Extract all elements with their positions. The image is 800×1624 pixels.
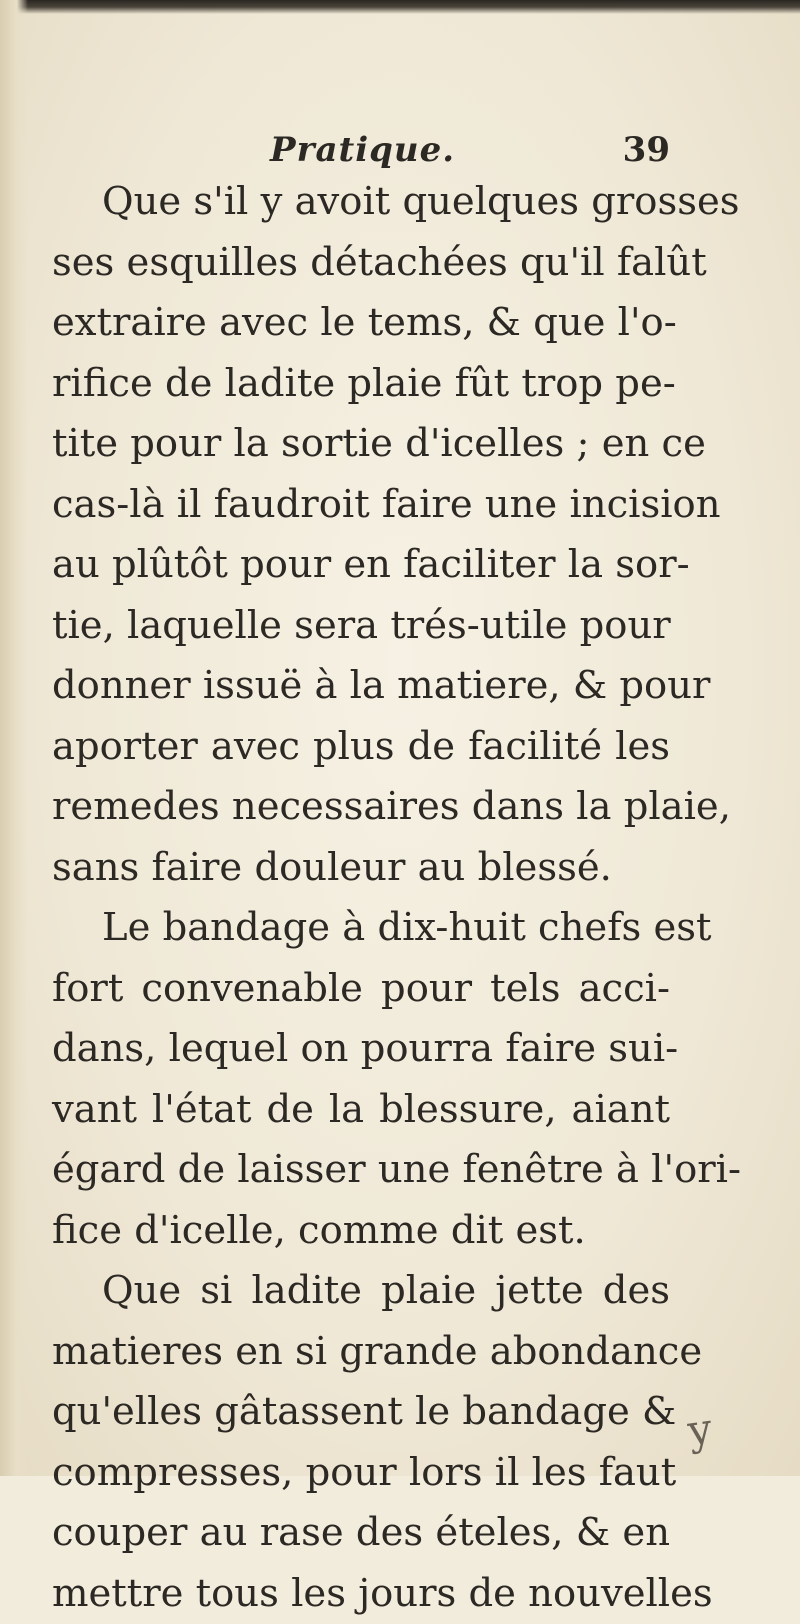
- page-gutter-shadow: [0, 0, 28, 1476]
- text-block: [52, 128, 670, 1624]
- text-line: Que si ladite plaie jette des: [52, 1261, 670, 1322]
- text-line: donner issuë à la matiere, & pour: [52, 656, 670, 717]
- page-number: 39: [623, 128, 670, 172]
- text-line: ses esquilles détachées qu'il falût: [52, 233, 670, 294]
- text-line: remedes necessaires dans la plaie,: [52, 777, 670, 838]
- paragraph-2: [52, 898, 670, 1261]
- text-line: vant l'état de la blessure, aiant: [52, 1080, 670, 1141]
- text-line: égard de laisser une fenêtre à l'ori-: [52, 1140, 670, 1201]
- text-line: compresses, pour lors il les faut: [52, 1443, 670, 1504]
- margin-annotation: y: [685, 1404, 715, 1456]
- text-line: cas-là il faudroit faire une incision: [52, 475, 670, 536]
- text-line: couper au rase des ételes, & en: [52, 1503, 670, 1564]
- text-line: dans, lequel on pourra faire sui-: [52, 1019, 670, 1080]
- text-line: aporter avec plus de facilité les: [52, 717, 670, 778]
- text-line: Que s'il y avoit quelques grosses: [52, 172, 670, 233]
- text-line: tie, laquelle sera trés-utile pour: [52, 596, 670, 657]
- text-line: tite pour la sortie d'icelles ; en ce: [52, 414, 670, 475]
- running-head: [52, 128, 670, 172]
- text-line: Le bandage à dix-huit chefs est: [52, 898, 670, 959]
- text-line: matieres en si grande abondance: [52, 1322, 670, 1383]
- text-line: fort convenable pour tels acci-: [52, 959, 670, 1020]
- text-line: fice d'icelle, comme dit est.: [52, 1201, 670, 1262]
- paragraph-1: [52, 172, 670, 898]
- page-top-shadow: [0, 0, 800, 14]
- text-line: sans faire douleur au blessé.: [52, 838, 670, 899]
- text-line: extraire avec le tems, & que l'o-: [52, 293, 670, 354]
- text-line: rifice de ladite plaie fût trop pe-: [52, 354, 670, 415]
- running-title: Pratique.: [270, 128, 455, 172]
- paragraph-3: [52, 1261, 670, 1624]
- text-line: qu'elles gâtassent le bandage &: [52, 1382, 670, 1443]
- text-line: au plûtôt pour en faciliter la sor-: [52, 535, 670, 596]
- text-line: mettre tous les jours de nouvelles: [52, 1564, 670, 1624]
